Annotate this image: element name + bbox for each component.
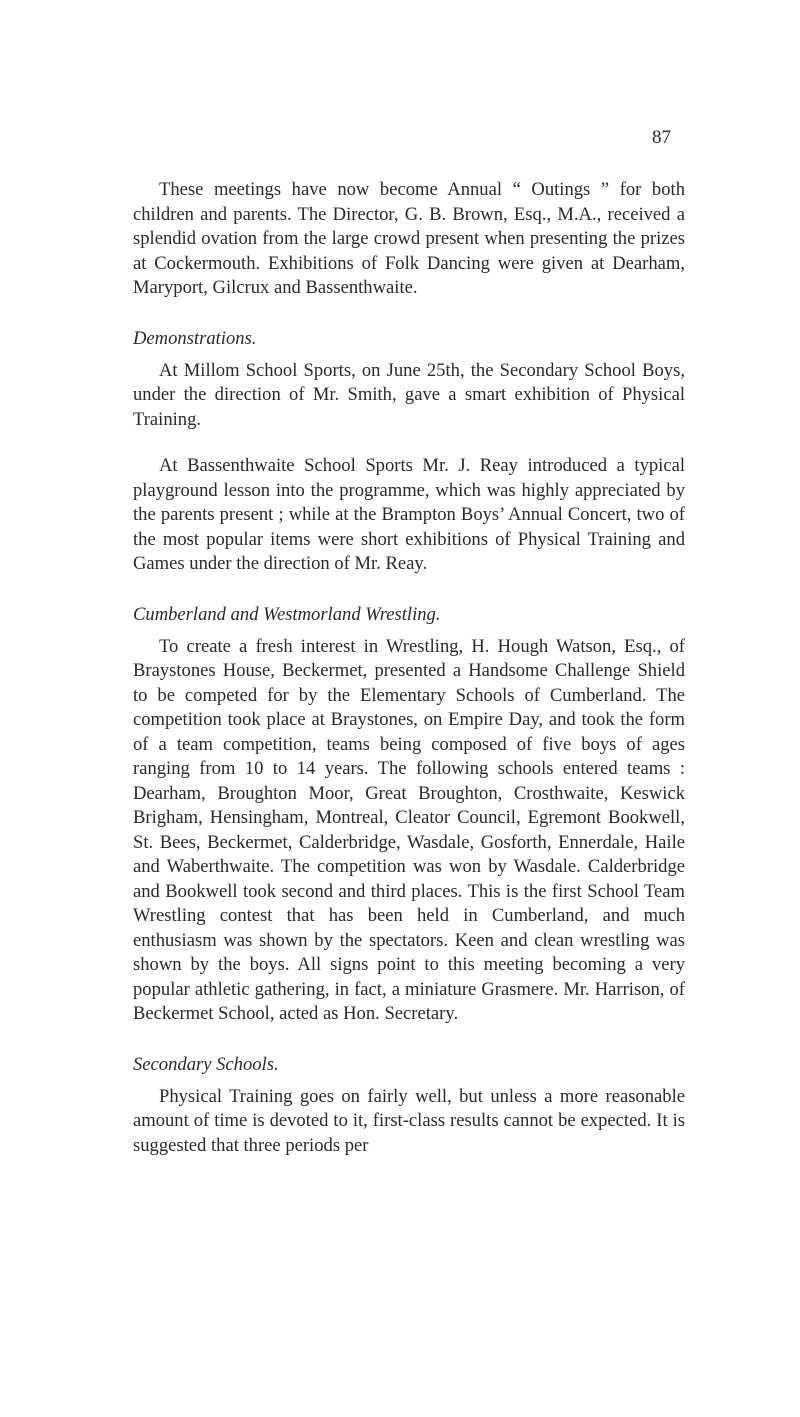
paragraph-wrestling: To create a fresh interest in Wrestling, H. Hough Watson, Esq., of Braystones House, Beckermet, presented a Handsome Challenge Shield to be competed for by the Elementary Schools of Cumberland. The competition took place at Braystones, on Empire Day, and took the form of a team competition, teams being composed of five boys of ages ranging from 10 to 14 years. The following schools entered teams : Dearham, Broughton Moor, Great Broughton, Crosthwaite, Keswick Brigham, Hensingham, Montreal, Cleator Council, Egremont Bookwell, St. Bees, Beckermet, Calderbridge, Wasdale, Gosforth, Ennerdale, Haile and Waberthwaite. The competition was won by Wasdale. Calderbridge and Bookwell took second and third places. This is the first School Team Wrestling contest that has been held in Cumberland, and much enthusiasm was shown by the spectators. Keen and clean wrestling was shown by the boys. All signs point to this meeting becoming a very popular athletic gathering, in fact, a miniature Grasmere. Mr. Harrison, of Beckermet School, acted as Hon. Secretary. xyxy=(133,635,685,1024)
paragraph-secondary-schools: Physical Training goes on fairly well, but unless a more reasonable amount of time is devoted to it, first-class results cannot be expected. It is suggested that three periods per xyxy=(133,1085,685,1156)
paragraph-bassenthwaite: At Bassenthwaite School Sports Mr. J. Reay introduced a typical playground lesson into the programme, which was highly appreciated by the parents present ; while at the Brampton Boys’ Annual Concert, two of the most popular items were short exhibitions of Physical Training and Games under the direction of Mr. Reay. xyxy=(133,455,685,574)
heading-secondary-schools: Secondary Schools. xyxy=(133,1053,279,1075)
heading-demonstrations: Demonstrations. xyxy=(133,327,257,349)
paragraph-outings: These meetings have now become Annual “ Outings ” for both children and parents. The Director, G. B. Brown, Esq., M.A., received a splendid ovation from the large crowd present when presenting the prizes at Cockermouth. Exhibitions of Folk Dancing were given at Dearham, Maryport, Gilcrux and Bassenthwaite. xyxy=(133,179,685,298)
heading-wrestling: Cumberland and Westmorland Wrestling. xyxy=(133,603,441,625)
paragraph-millom: At Millom School Sports, on June 25th, the Secondary School Boys, under the direction of Mr. Smith, gave a smart exhibition of Physical Training. xyxy=(133,359,685,430)
document-page xyxy=(133,126,685,1158)
page-number: 87 xyxy=(652,127,671,148)
